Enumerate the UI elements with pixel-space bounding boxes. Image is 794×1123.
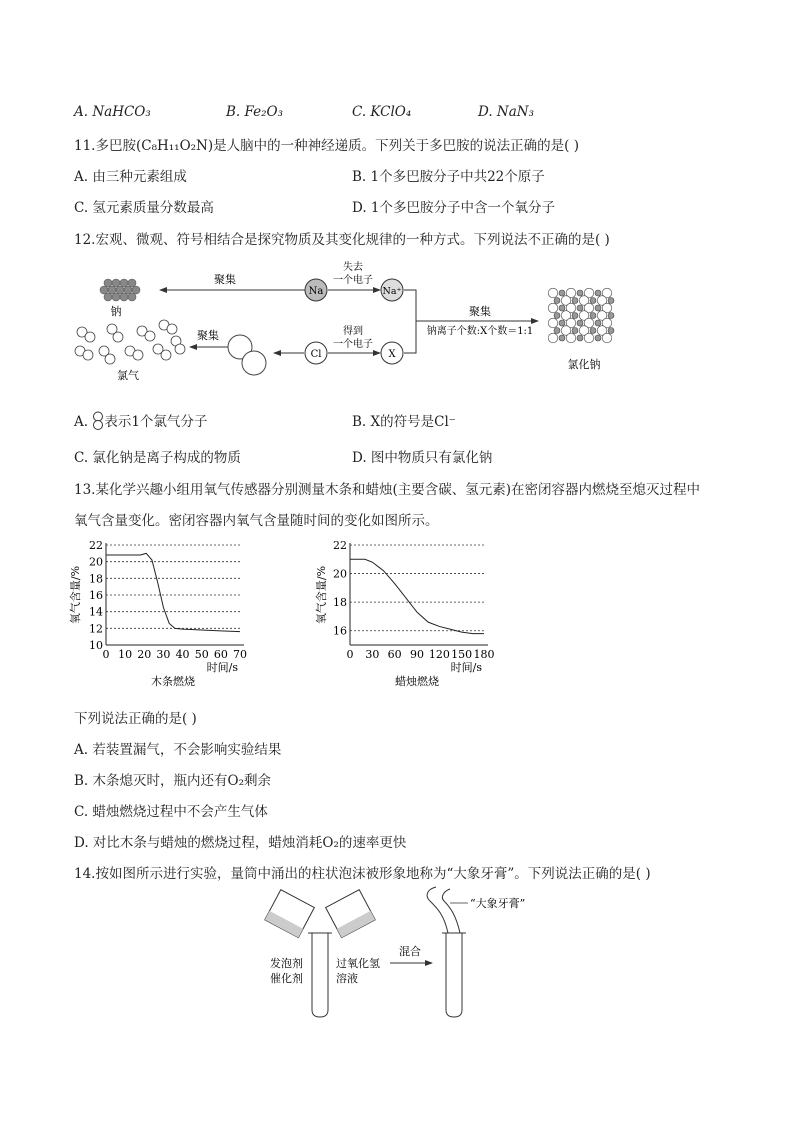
- q10-option-d: D. NaN₃: [478, 104, 535, 120]
- solution-label: 溶液: [336, 972, 358, 985]
- nacl-label: 氯化钠: [567, 358, 601, 371]
- x-tick-label: 30: [156, 648, 171, 661]
- y-tick-label: 16: [333, 624, 347, 638]
- q13-stem-line2: 氧气含量变化。密闭容器内氧气含量随时间的变化如图所示。: [74, 513, 439, 529]
- gather-label-nacl: 聚集: [469, 305, 491, 318]
- q10-option-b: B. Fe₂O₃: [226, 104, 284, 120]
- q10-option-c: C. KClO₄: [352, 104, 412, 120]
- x-axis-label: 时间/s: [450, 661, 482, 674]
- sodium-ion: [595, 320, 601, 326]
- chlorine-gas-label: 氯气: [117, 369, 139, 382]
- foam-column-right-edge: [442, 889, 460, 933]
- q13-option-a: A. 若装置漏气，不会影响实验结果: [74, 742, 282, 758]
- x-tick-label: 60: [213, 648, 228, 661]
- chloride-ion: [566, 333, 576, 343]
- chloride-ion: [602, 333, 612, 343]
- gain-electron-label: 一个电子: [333, 339, 373, 350]
- sodium-ion: [608, 313, 614, 319]
- q13-option-d: D. 对比木条与蜡烛的燃烧过程，蜡烛消耗O₂的速率更快: [74, 835, 407, 851]
- sodium-ion: [590, 313, 596, 319]
- x-tick-label: 60: [387, 648, 402, 661]
- x-tick-label: 10: [118, 648, 133, 661]
- chart-title: 木条燃烧: [151, 675, 195, 688]
- sodium-ion: [590, 328, 596, 334]
- sodium-ion: [608, 328, 614, 334]
- q12-option-d: D. 图中物质只有氯化钠: [352, 450, 493, 466]
- chloride-ion: [548, 318, 558, 328]
- foaming-agent-label: 发泡剂: [270, 957, 303, 970]
- x-ion-label: X: [388, 349, 396, 360]
- lose-label: 失去: [343, 262, 363, 273]
- q13-prompt: 下列说法正确的是( ): [74, 711, 197, 727]
- chart-title: 蜡烛燃烧: [395, 675, 439, 688]
- sodium-ion: [595, 290, 601, 296]
- chloride-ion: [584, 333, 594, 343]
- x-axis-label: 时间/s: [206, 661, 238, 674]
- na-atom-label: Na: [308, 286, 324, 297]
- ion-bracket: [404, 290, 416, 353]
- sodium-ion: [577, 335, 583, 341]
- na-ion-label: Na⁺: [382, 286, 402, 297]
- q14-apparatus-diagram: [250, 885, 570, 1020]
- y-axis-label: 氧气含量/%: [69, 565, 82, 625]
- x-tick-label: 50: [194, 648, 209, 661]
- ratio-label: 钠离子个数:X个数＝1:1: [426, 326, 534, 337]
- sodium-ion: [559, 305, 565, 311]
- q13-option-b: B. 木条熄灭时，瓶内还有O₂剩余: [74, 773, 271, 789]
- sodium-ion: [577, 290, 583, 296]
- y-tick-label: 18: [333, 596, 347, 610]
- sodium-ion: [559, 320, 565, 326]
- oxygen-curve: [350, 559, 484, 633]
- chart-candle-burning: [312, 535, 512, 695]
- q11-option-a: A. 由三种元素组成: [74, 169, 187, 185]
- chlorine-gas-molecules: [75, 320, 185, 364]
- lose-electron-label: 一个电子: [333, 275, 373, 286]
- sodium-ion: [577, 320, 583, 326]
- q12-option-c: C. 氯化钠是离子构成的物质: [74, 450, 241, 466]
- sodium-ion: [608, 298, 614, 304]
- x-tick-label: 40: [175, 648, 190, 661]
- y-tick-label: 20: [89, 555, 103, 569]
- q11-option-c: C. 氢元素质量分数最高: [74, 200, 214, 216]
- chloride-ion: [548, 303, 558, 313]
- foam-column-left-edge: [427, 887, 448, 933]
- x-tick-label: 30: [365, 648, 380, 661]
- cl2-molecule-icon: [92, 411, 104, 431]
- x-tick-label: 70: [233, 648, 247, 661]
- cl-atom-label: Cl: [310, 349, 322, 360]
- q11-option-d: D. 1个多巴胺分子中含一个氧分子: [352, 200, 556, 216]
- x-tick-label: 0: [102, 648, 110, 661]
- y-tick-label: 14: [89, 605, 103, 619]
- sodium-ion: [554, 298, 560, 304]
- x-tick-label: 0: [346, 648, 354, 661]
- sodium-ion: [572, 328, 578, 334]
- sodium-ion: [577, 305, 583, 311]
- sodium-ion: [554, 313, 560, 319]
- x-tick-label: 180: [473, 648, 495, 661]
- x-tick-label: 90: [410, 648, 424, 661]
- sodium-label: 钠: [110, 305, 122, 318]
- q12-stem: 12.宏观、微观、符号相结合是探究物质及其变化规律的一种方式。下列说法不正确的是( ): [74, 232, 610, 248]
- peroxide-label: 过氧化氢: [336, 957, 380, 970]
- elephant-toothpaste-label: “大象牙膏”: [470, 897, 526, 910]
- q11-stem: 11.多巴胺(C₈H₁₁O₂N)是人脑中的一种神经递质。下列关于多巴胺的说法正确的是( ): [74, 138, 579, 154]
- x-tick-label: 20: [137, 648, 152, 661]
- y-tick-label: 16: [89, 589, 103, 602]
- sodium-ion: [595, 305, 601, 311]
- sodium-ion: [572, 313, 578, 319]
- chloride-ion: [548, 333, 558, 343]
- sodium-ion: [559, 335, 565, 341]
- mix-label: 混合: [399, 945, 421, 958]
- x-tick-label: 150: [451, 648, 473, 661]
- sodium-ion: [559, 290, 565, 296]
- y-tick-label: 18: [89, 572, 103, 586]
- q13-option-c: C. 蜡烛燃烧过程中不会产生气体: [74, 804, 268, 820]
- gather-label-cl: 聚集: [197, 329, 219, 342]
- q12-option-b: B. X的符号是Cl⁻: [352, 414, 456, 430]
- graduated-cylinder-right: [446, 933, 462, 1017]
- y-tick-label: 10: [89, 639, 103, 652]
- gain-label: 得到: [343, 326, 363, 337]
- catalyst-label: 催化剂: [270, 972, 303, 985]
- y-tick-label: 22: [333, 539, 347, 552]
- q12-diagram: [60, 255, 700, 385]
- chart-wood-burning: [66, 535, 256, 695]
- sodium-ion: [595, 335, 601, 341]
- q12-option-a: A. 表示1个氯气分子: [74, 410, 207, 431]
- cl2-molecule-atom-2: [242, 351, 266, 375]
- sodium-metal-cluster: [100, 279, 140, 301]
- q12-option-a-text: 表示1个氯气分子: [104, 414, 208, 430]
- catalyst-beaker: [265, 890, 315, 938]
- y-tick-label: 22: [89, 539, 103, 552]
- y-tick-label: 20: [333, 567, 347, 581]
- gather-label-na: 聚集: [214, 273, 236, 286]
- q10-option-a: A. NaHCO₃: [74, 104, 151, 120]
- x-tick-label: 120: [428, 648, 450, 661]
- y-tick-label: 12: [89, 622, 103, 636]
- q13-stem-line1: 13.某化学兴趣小组用氧气传感器分别测量木条和蜡烛(主要含碳、氢元素)在密闭容器内燃烧至熄灭过程中: [74, 482, 701, 498]
- nacl-lattice: [548, 288, 614, 343]
- q11-option-b: B. 1个多巴胺分子中共22个原子: [352, 169, 545, 185]
- y-axis-label: 氧气含量/%: [315, 565, 328, 625]
- graduated-cylinder-left: [312, 933, 328, 1017]
- q14-stem: 14.按如图所示进行实验，量筒中涌出的柱状泡沫被形象地称为“大象牙膏”。下列说法正确的是( ): [74, 866, 651, 882]
- chloride-ion: [548, 288, 558, 298]
- sodium-ion: [572, 298, 578, 304]
- oxygen-curve: [106, 553, 240, 631]
- sodium-ion: [590, 298, 596, 304]
- sodium-ion: [554, 328, 560, 334]
- peroxide-beaker: [326, 890, 376, 938]
